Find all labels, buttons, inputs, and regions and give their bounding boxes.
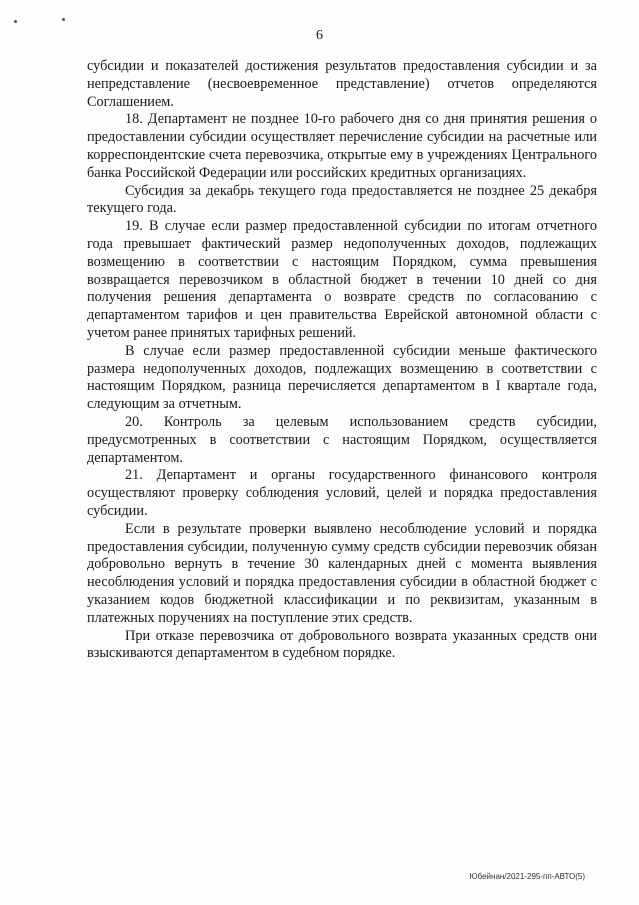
paragraph: Субсидия за декабрь текущего года предоставляется не позднее 25 декабря текущего года. [87,182,597,217]
scan-artifact [14,20,17,23]
document-body [87,58,597,663]
paragraph-item-19: 19. В случае если размер предоставленной субсидии по итогам отчетного года превышает фактический размер недополученных доходов, подлежащих возмещению в соответствии с настоящим Порядком, сумма превышения возвращается перевозчиком в областной бюджет в течении 10 дней со дня получения решения департамента о возврате средств по согласованию с департаментом тарифов и цен правительства Еврейской автономной области с учетом ранее принятых тарифных решений. [87,218,597,341]
paragraph: При отказе перевозчика от добровольного возврата указанных средств они взыскиваются департаментом в судебном порядке. [87,627,597,662]
paragraph: Если в результате проверки выявлено несоблюдение условий и порядка предоставления субсидии, полученную сумму средств субсидии перевозчик обязан добровольно вернуть в течение 30 календарных дней с момента выявления несоблюдения условий и порядка предоставления субсидии в областной бюджет с указанием кодов бюджетной классификации и по реквизитам, указанным в платежных поручениях на поступление этих средств. [87,520,597,626]
paragraph-item-20: 20. Контроль за целевым использованием средств субсидии, предусмотренных в соответствии с настоящим Порядком, осуществляется департаментом. [87,413,597,466]
paragraph: В случае если размер предоставленной субсидии меньше фактического размера недополученных доходов, подлежащих возмещению в соответствии с настоящим Порядком, разница перечисляется департаментом в I квартале года, следующим за отчетным. [87,342,597,413]
page-number: 6 [316,28,323,43]
paragraph-item-18: 18. Департамент не позднее 10-го рабочего дня со дня принятия решения о предоставлении субсидии осуществляет перечисление субсидии на расчетные или корреспондентские счета перевозчика, открытые ему в учреждениях Центрального банка Российской Федерации или российских кредитных организациях. [87,111,597,181]
paragraph: субсидии и показателей достижения результатов предоставления субсидии и за непредставление (несвоевременное представление) отчетов определяются Соглашением. [87,58,597,110]
scan-artifact [62,18,65,21]
paragraph-item-21: 21. Департамент и органы государственного финансового контроля осуществляют проверку соблюдения условий, целей и порядка предоставления субсидии. [87,467,597,519]
document-reference-code: Юбейнан/2021-295-пп-АВТО(5) [469,872,585,881]
